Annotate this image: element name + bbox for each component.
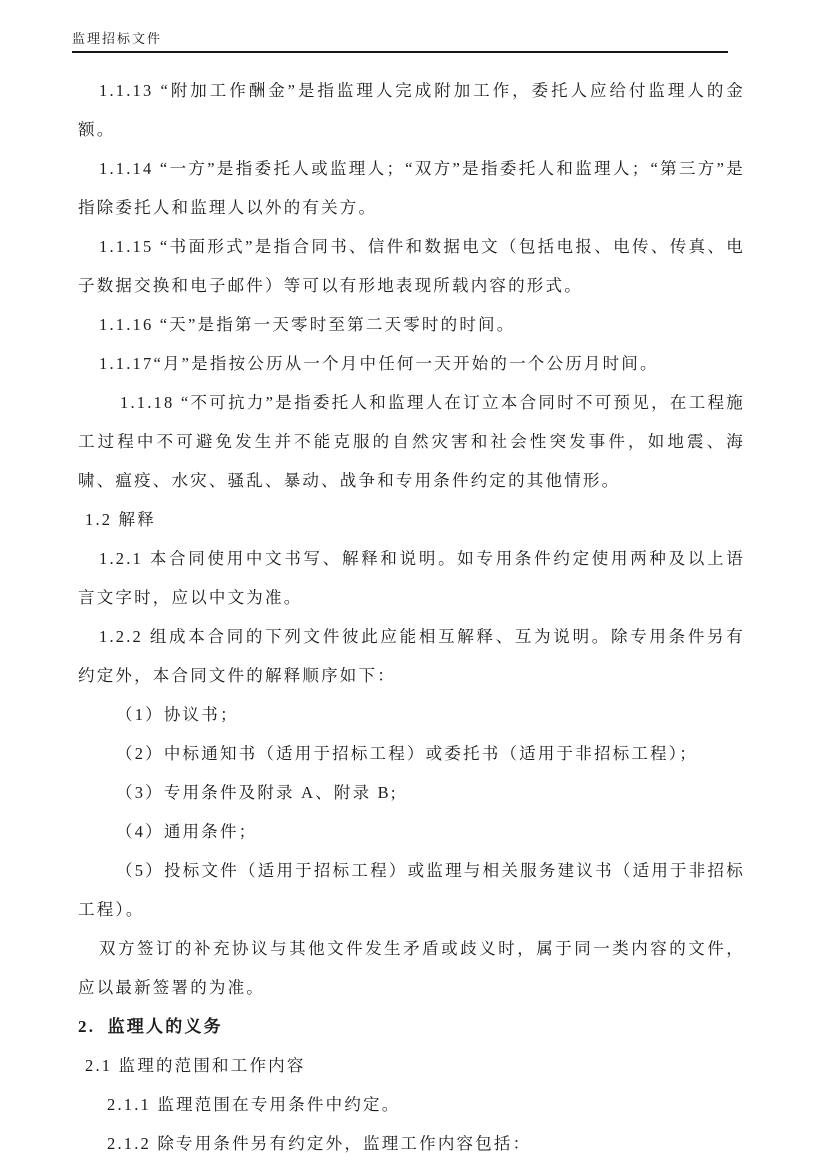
clause-2-1-1: 2.1.1 监理范围在专用条件中约定。 xyxy=(107,1095,401,1114)
section-2-1: 2.1 监理的范围和工作内容 xyxy=(85,1056,306,1075)
document-body xyxy=(78,71,745,1163)
clause-1-2-1: 1.2.1 本合同使用中文书写、解释和说明。如专用条件约定使用两种及以上语言文字时，应以中文为准。 xyxy=(78,549,745,607)
page-header xyxy=(72,30,728,53)
section-1-2: 1.2 解释 xyxy=(85,510,156,529)
clause-1-1-18: 1.1.18 “不可抗力”是指委托人和监理人在订立本合同时不可预见，在工程施工过程中不可避免发生并不能克服的自然灾害和社会性突发事件，如地震、海啸、瘟疫、水灾、骚乱、暴动、战争和专用条件约定的其他情形。 xyxy=(78,393,745,490)
clause-2-1-2: 2.1.2 除专用条件另有约定外，监理工作内容包括： xyxy=(107,1134,532,1153)
clause-1-1-16: 1.1.16 “天”是指第一天零时至第二天零时的时间。 xyxy=(99,315,516,334)
list-item-2: （2）中标通知书（适用于招标工程）或委托书（适用于非招标工程）； xyxy=(116,744,698,763)
list-item-3: （3）专用条件及附录 A、附录 B; xyxy=(116,783,398,802)
clause-1-1-17: 1.1.17“月”是指按公历从一个月中任何一天开始的一个公历月时间。 xyxy=(99,354,659,373)
clause-1-1-15: 1.1.15 “书面形式”是指合同书、信件和数据电文（包括电报、电传、传真、电子数据交换和电子邮件）等可以有形地表现所载内容的形式。 xyxy=(78,237,745,295)
header-title: 监理招标文件 xyxy=(72,31,163,46)
clause-1-2-2: 1.2.2 组成本合同的下列文件彼此应能相互解释、互为说明。除专用条件另有约定外，本合同文件的解释顺序如下： xyxy=(78,627,745,685)
supplement-clause: 双方签订的补充协议与其他文件发生矛盾或歧义时，属于同一类内容的文件，应以最新签署的为准。 xyxy=(78,939,745,997)
clause-1-1-14: 1.1.14 “一方”是指委托人或监理人；“双方”是指委托人和监理人；“第三方”是指除委托人和监理人以外的有关方。 xyxy=(78,159,745,217)
list-item-1: （1）协议书； xyxy=(116,705,239,724)
list-item-5: （5）投标文件（适用于招标工程）或监理与相关服务建议书（适用于非招标工程）。 xyxy=(78,861,745,919)
section-2-heading: 2. 监理人的义务 xyxy=(78,1017,223,1036)
list-item-4: （4）通用条件； xyxy=(116,822,258,841)
clause-1-1-13: 1.1.13 “附加工作酬金”是指监理人完成附加工作，委托人应给付监理人的金额。 xyxy=(78,81,745,139)
